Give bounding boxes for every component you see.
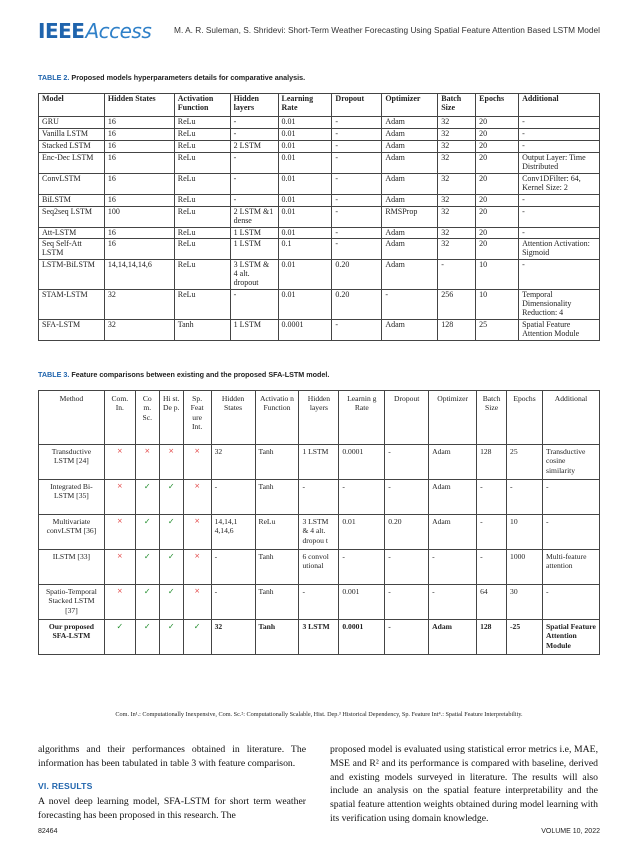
table-row [39,320,600,341]
cross-icon: × [104,585,135,620]
table-cell: 20 [476,117,519,129]
table-cell: ILSTM [33] [39,550,105,585]
table-cell: 20 [476,227,519,239]
table-cell: - [385,550,429,585]
table-cell: 25 [476,320,519,341]
table-cell: 0.01 [278,194,332,206]
table-cell: 20 [476,206,519,227]
cross-icon: × [183,445,211,480]
table-cell: 16 [104,173,174,194]
table-cell: - [519,194,600,206]
table-cell: 30 [507,585,543,620]
table-cell: 32 [104,290,174,320]
table-cell: Spatio-Temporal Stacked LSTM [37] [39,585,105,620]
right-paragraph: proposed model is evaluated using statistical error metrics i.e, MAE, MSE and R² and its performance is compared with baseline, derived and existing models surveyed in literature. The results will also include an analysis on the spatial feature interpretability and the spatial feature attention weights obtained during model learning with its verification using domain knowledge. [330,744,598,824]
ieee-access-logo [38,19,151,43]
table-cell: - [507,480,543,515]
table2-body [39,117,600,341]
table-cell: ReLu [174,194,230,206]
table-cell: - [211,550,255,585]
table-cell: 0.01 [278,140,332,152]
table-cell: - [332,152,382,173]
table3-header-cell: Dropout [385,391,429,445]
table3-caption-text: Feature comparisons between existing and the proposed SFA-LSTM model. [71,370,330,379]
table-cell: 3 LSTM [299,620,339,655]
page-number: 82464 [38,828,58,835]
table-cell: - [385,585,429,620]
right-column [330,743,598,826]
table-cell: GRU [39,117,105,129]
table-row [39,620,600,655]
table-cell: - [211,585,255,620]
table-cell: Adam [429,480,477,515]
table-cell: 32 [438,128,476,140]
table-cell: 128 [477,620,507,655]
table-cell: ReLu [174,260,230,290]
table-cell: - [332,227,382,239]
table-cell: 16 [104,152,174,173]
check-icon: ✓ [135,550,159,585]
table-row [39,239,600,260]
table3-header-cell: Com. In. [104,391,135,445]
table-cell: ReLu [174,290,230,320]
table-cell: 16 [104,194,174,206]
table-cell: 32 [438,194,476,206]
table-cell: 1 LSTM [230,320,278,341]
table-cell: Adam [429,445,477,480]
table-cell: Adam [382,239,438,260]
table-cell: - [332,194,382,206]
table-cell: 0.01 [278,227,332,239]
table-row [39,515,600,550]
table-cell: Adam [382,128,438,140]
table-cell: - [477,515,507,550]
cross-icon: × [135,445,159,480]
table2-header-cell: Epochs [476,94,519,117]
table-row [39,117,600,129]
table-cell: Multi-feature attention [542,550,599,585]
table-cell: - [519,117,600,129]
left-column [38,743,306,822]
table2 [38,93,600,341]
section-heading-results: VI. RESULTS [38,780,93,791]
table-cell: 0.0001 [339,445,385,480]
table3-header-cell: Optimizer [429,391,477,445]
table-row [39,290,600,320]
table-cell: Tanh [255,480,299,515]
table-cell: Transductive LSTM [24] [39,445,105,480]
table-cell: Att-LSTM [39,227,105,239]
table3-header-cell: Hidden layers [299,391,339,445]
table-row [39,206,600,227]
table-cell: - [339,480,385,515]
table3-header-cell: Batch Size [477,391,507,445]
table-cell: 2 LSTM [230,140,278,152]
table-cell: Attention Activation: Sigmoid [519,239,600,260]
table-cell: - [230,290,278,320]
table-cell: - [230,173,278,194]
table-cell: 0.01 [278,152,332,173]
check-icon: ✓ [104,620,135,655]
table-cell: 1 LSTM [230,227,278,239]
table3-header-cell: Hi st. De p. [159,391,183,445]
table-cell: -25 [507,620,543,655]
table-row [39,128,600,140]
table-cell: - [332,320,382,341]
table-cell: Seq2seq LSTM [39,206,105,227]
cross-icon: × [104,515,135,550]
table3-header-cell: Additional [542,391,599,445]
table2-header-cell: Additional [519,94,600,117]
table-cell: BiLSTM [39,194,105,206]
table-cell: ReLu [174,117,230,129]
table-cell: Adam [382,227,438,239]
table-cell: - [299,585,339,620]
table-cell: 1 LSTM [299,445,339,480]
table-cell: - [429,585,477,620]
page-header [38,18,600,44]
table-cell: Seq Self-Att LSTM [39,239,105,260]
cross-icon: × [183,515,211,550]
table-cell: - [339,550,385,585]
cross-icon: × [183,550,211,585]
table-cell: 32 [211,445,255,480]
table2-caption [38,73,305,82]
table-cell: - [429,550,477,585]
table-cell: 1000 [507,550,543,585]
table-row [39,152,600,173]
table-cell: - [542,480,599,515]
table-cell: - [382,290,438,320]
table-cell: 10 [507,515,543,550]
table-cell: 32 [211,620,255,655]
table-cell: - [211,480,255,515]
table-cell: ReLu [174,128,230,140]
table-cell: Spatial Feature Attention Module [542,620,599,655]
check-icon: ✓ [135,480,159,515]
table-cell: 20 [476,152,519,173]
table-cell: 32 [438,227,476,239]
table-cell: 128 [477,445,507,480]
table2-header-cell: Dropout [332,94,382,117]
table-cell: ReLu [174,140,230,152]
table-cell: 1 LSTM [230,239,278,260]
table-cell: Adam [382,173,438,194]
table3-header-cell: Sp. Feat ure Int. [183,391,211,445]
table-cell: Integrated Bi-LSTM [35] [39,480,105,515]
table-cell: Our proposed SFA-LSTM [39,620,105,655]
table-cell: ReLu [255,515,299,550]
check-icon: ✓ [135,585,159,620]
table-cell: Spatial Feature Attention Module [519,320,600,341]
table-cell: - [230,128,278,140]
table-cell: 0.20 [332,260,382,290]
table-cell: - [385,620,429,655]
table-cell: 16 [104,227,174,239]
table-cell: Adam [382,194,438,206]
table2-header-cell: Model [39,94,105,117]
table-cell: Tanh [255,445,299,480]
cross-icon: × [104,445,135,480]
table-cell: - [385,445,429,480]
table-cell: 20 [476,239,519,260]
left-paragraph-2: A novel deep learning model, SFA-LSTM for short term weather forecasting has been proposed in this research. The [38,795,306,821]
table-cell: Tanh [255,620,299,655]
table-cell: 0.01 [278,260,332,290]
table3 [38,390,600,655]
table-cell: 32 [438,173,476,194]
table2-caption-text: Proposed models hyperparameters details for comparative analysis. [71,73,306,82]
table-cell: - [332,140,382,152]
table-row [39,173,600,194]
table3-header-cell: Method [39,391,105,445]
cross-icon: × [183,585,211,620]
check-icon: ✓ [135,620,159,655]
table-cell: - [230,194,278,206]
table-cell: - [519,128,600,140]
table-cell: 20 [476,140,519,152]
cross-icon: × [104,550,135,585]
table-cell: 16 [104,140,174,152]
table-row [39,260,600,290]
table-cell: - [332,239,382,260]
table-cell: Adam [429,620,477,655]
table3-header-cell: Co m. Sc. [135,391,159,445]
table3-header-cell: Epochs [507,391,543,445]
table-cell: - [299,480,339,515]
table-cell: Transductive cosine similarity [542,445,599,480]
table-cell: 0.20 [332,290,382,320]
table3-caption [38,370,329,379]
table-cell: STAM-LSTM [39,290,105,320]
table2-header-cell: Hidden layers [230,94,278,117]
table-cell: 2 LSTM &1 dense [230,206,278,227]
table-cell: LSTM-BiLSTM [39,260,105,290]
table3-header-cell: Hidden States [211,391,255,445]
table-cell: 0.01 [278,128,332,140]
table-cell: 0.01 [278,173,332,194]
check-icon: ✓ [183,620,211,655]
table-cell: Adam [429,515,477,550]
table-cell: 10 [476,260,519,290]
table-cell: - [477,550,507,585]
table-cell: SFA-LSTM [39,320,105,341]
table-cell: - [385,480,429,515]
table-cell: Enc-Dec LSTM [39,152,105,173]
table2-header-cell: Hidden States [104,94,174,117]
table-cell: 6 convol utional [299,550,339,585]
table-cell: - [519,140,600,152]
table-cell: ReLu [174,206,230,227]
table-cell: 16 [104,239,174,260]
table-row [39,140,600,152]
table-cell: 0.01 [278,290,332,320]
check-icon: ✓ [159,585,183,620]
table-cell: 20 [476,173,519,194]
table-cell: 32 [438,206,476,227]
table-cell: 20 [476,128,519,140]
table-cell: 32 [438,140,476,152]
table-cell: - [519,260,600,290]
table-cell: Vanilla LSTM [39,128,105,140]
cross-icon: × [104,480,135,515]
table2-header-row [39,94,600,117]
table-cell: 3 LSTM & 4 alt. dropou t [299,515,339,550]
table-cell: Tanh [174,320,230,341]
table3-footnote: Com. In¹.: Computationally Inexpensive, Com. Sc.²: Computationally Scalable, Hist. Dep.³ Historical Dependency, Sp. Feature Int⁴.: Spatial Feature Interpretability. [115,711,523,718]
table-cell: Temporal Dimensionality Reduction: 4 [519,290,600,320]
table-cell: - [332,206,382,227]
table-cell: Adam [382,320,438,341]
table-cell: - [519,227,600,239]
table-cell: Conv1DFilter: 64, Kernel Size: 2 [519,173,600,194]
table2-header-cell: Batch Size [438,94,476,117]
table-cell: 3 LSTM & 4 alt. dropout [230,260,278,290]
table-cell: 32 [438,117,476,129]
table-cell: 20 [476,194,519,206]
table-cell: Adam [382,260,438,290]
table-cell: - [477,480,507,515]
check-icon: ✓ [159,550,183,585]
table-cell: 0.0001 [339,620,385,655]
table-cell: 0.0001 [278,320,332,341]
table-cell: ReLu [174,239,230,260]
table-cell: - [438,260,476,290]
table-row [39,194,600,206]
cross-icon: × [159,445,183,480]
table-cell: - [230,152,278,173]
table-cell: 32 [438,152,476,173]
table3-header-cell: Learnin g Rate [339,391,385,445]
table-cell: 0.01 [278,117,332,129]
table-cell: - [332,117,382,129]
table-cell: ReLu [174,173,230,194]
table-cell: RMSProp [382,206,438,227]
table3-header-cell: Activatio n Function [255,391,299,445]
table-cell: 128 [438,320,476,341]
table3-header-row [39,391,600,445]
table-cell: - [542,585,599,620]
table-cell: 14,14,14,14,6 [104,260,174,290]
table-cell: - [542,515,599,550]
table-cell: Tanh [255,550,299,585]
table-cell: 0.20 [385,515,429,550]
table2-header-cell: Activation Function [174,94,230,117]
table-cell: ReLu [174,227,230,239]
table-cell: ReLu [174,152,230,173]
check-icon: ✓ [159,480,183,515]
cross-icon: × [183,480,211,515]
table-cell: 0.001 [339,585,385,620]
left-paragraph: algorithms and their performances obtained in literature. The information has been tabulated in table 3 with feature comparison. [38,744,306,769]
table-cell: Adam [382,117,438,129]
check-icon: ✓ [159,515,183,550]
table-cell: Adam [382,152,438,173]
table-cell: 14,14,1 4,14,6 [211,515,255,550]
table-cell: 10 [476,290,519,320]
table-cell: - [519,206,600,227]
table-cell: 64 [477,585,507,620]
table-cell: 256 [438,290,476,320]
table-row [39,227,600,239]
table2-header-cell: Optimizer [382,94,438,117]
table-cell: 32 [438,239,476,260]
table-cell: Tanh [255,585,299,620]
table-cell: 25 [507,445,543,480]
logo-ieee: IEEE [38,19,85,43]
table-cell: - [332,128,382,140]
table-cell: Multivariate convLSTM [36] [39,515,105,550]
table-cell: Adam [382,140,438,152]
table3-body [39,445,600,655]
table-cell: Output Layer: Time Distributed [519,152,600,173]
table3-label: TABLE 3. [38,370,70,379]
table-row [39,585,600,620]
table-cell: 16 [104,128,174,140]
table-cell: 0.1 [278,239,332,260]
table-cell: 16 [104,117,174,129]
table-cell: ConvLSTM [39,173,105,194]
table-cell: 0.01 [278,206,332,227]
table2-label: TABLE 2. [38,73,70,82]
table2-header-cell: Learning Rate [278,94,332,117]
table-cell: Stacked LSTM [39,140,105,152]
table-cell: 32 [104,320,174,341]
check-icon: ✓ [159,620,183,655]
running-title: M. A. R. Suleman, S. Shridevi: Short-Term Weather Forecasting Using Spatial Feature Attention Based LSTM Model [174,25,600,35]
table-cell: 100 [104,206,174,227]
check-icon: ✓ [135,515,159,550]
table-row [39,550,600,585]
logo-access: Access [85,19,152,43]
table-cell: 0.01 [339,515,385,550]
table-cell: - [332,173,382,194]
table-row [39,480,600,515]
table-cell: - [230,117,278,129]
volume-label: VOLUME 10, 2022 [541,828,600,835]
table-row [39,445,600,480]
